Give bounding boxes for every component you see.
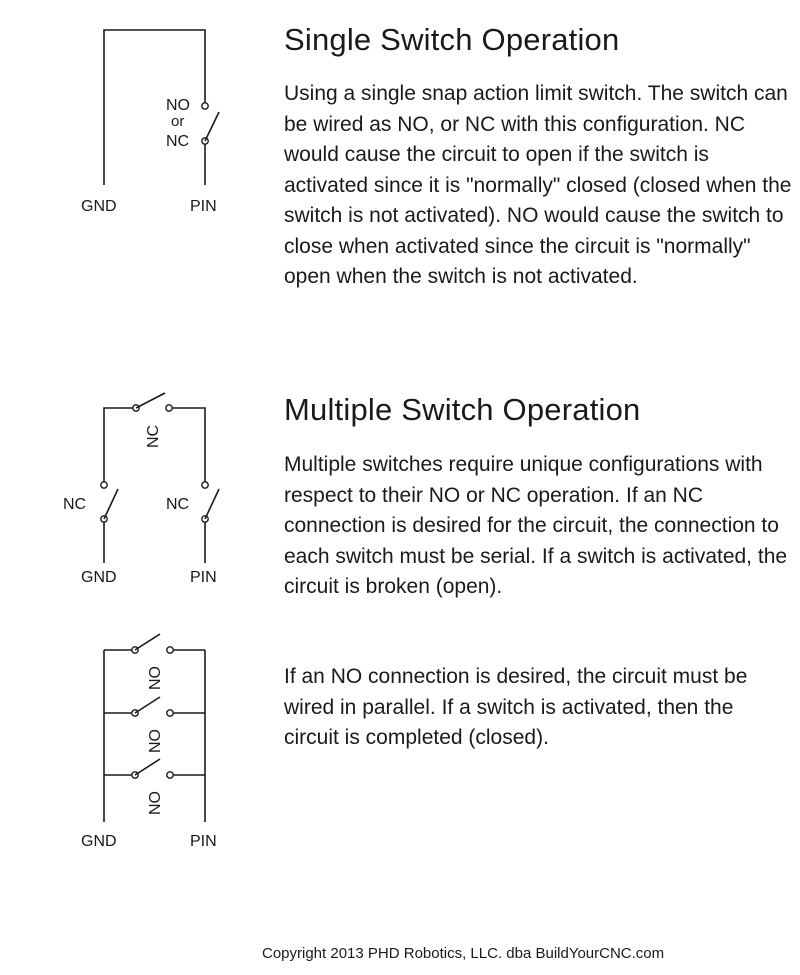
parallel-rung-3-terminal-right [167,772,173,778]
single-terminal-top [202,103,208,109]
serial-left-terminal-top [101,482,107,488]
single-switch-lever [205,112,219,141]
single-nc-label: NC [166,133,190,150]
parallel-description: If an NO connection is desired, the circuit must be wired in parallel. If a switch is activated, then the circuit is completed (closed). [284,665,748,749]
parallel-rung-2-switch-lever [135,697,160,713]
multiple-switch-title: Multiple Switch Operation [284,392,641,427]
multiple-switch-description: Multiple switches require unique configurations with respect to their NO or NC operation. If an NC connection is desired for the circuit, the connection to each switch must be serial. If a switch is activated, the circuit is broken (open). [284,453,788,598]
serial-top-terminal-right [166,405,172,411]
single-no-label: NO [166,97,190,114]
single-switch-description: Using a single snap action limit switch. The switch can be wired as NO, or NC with this configuration. NC would cause the circuit to open if the switch is activated since it is "normally" closed (closed when the switch is not activated). NO would cause the switch to close when activated since the circuit is "normally" open when the switch is not activated. [284,82,792,288]
single-switch-diagram [81,30,219,215]
serial-pin-label: PIN [190,569,217,586]
parallel-rung-2-switch-label: NO [147,729,164,753]
serial-right-terminal-top [202,482,208,488]
serial-right-top-wire [172,408,205,482]
parallel-rung-3-switch-lever [135,759,160,775]
parallel-no-diagram [81,634,217,850]
serial-right-switch-lever [205,489,219,519]
parallel-gnd-label: GND [81,833,117,850]
parallel-rung-2-terminal-right [167,710,173,716]
serial-left-switch-lever [104,489,118,519]
serial-top-switch-lever [136,393,165,408]
serial-right-switch-label: NC [166,496,190,513]
parallel-rung-3-switch-label: NO [147,791,164,815]
parallel-rung-1-terminal-right [167,647,173,653]
serial-top-switch-label: NC [145,424,162,448]
parallel-rung-1-switch-label: NO [147,666,164,690]
single-switch-title: Single Switch Operation [284,22,620,57]
single-gnd-label: GND [81,198,117,215]
parallel-pin-label: PIN [190,833,217,850]
serial-left-switch-label: NC [63,496,87,513]
serial-gnd-label: GND [81,569,117,586]
serial-left-top-wire [104,408,133,482]
single-or-label: or [171,113,185,130]
parallel-rung-1-switch-lever [135,634,160,650]
serial-nc-diagram [63,393,219,586]
copyright-notice: Copyright 2013 PHD Robotics, LLC. dba BuildYourCNC.com [262,945,665,962]
single-pin-label: PIN [190,198,217,215]
